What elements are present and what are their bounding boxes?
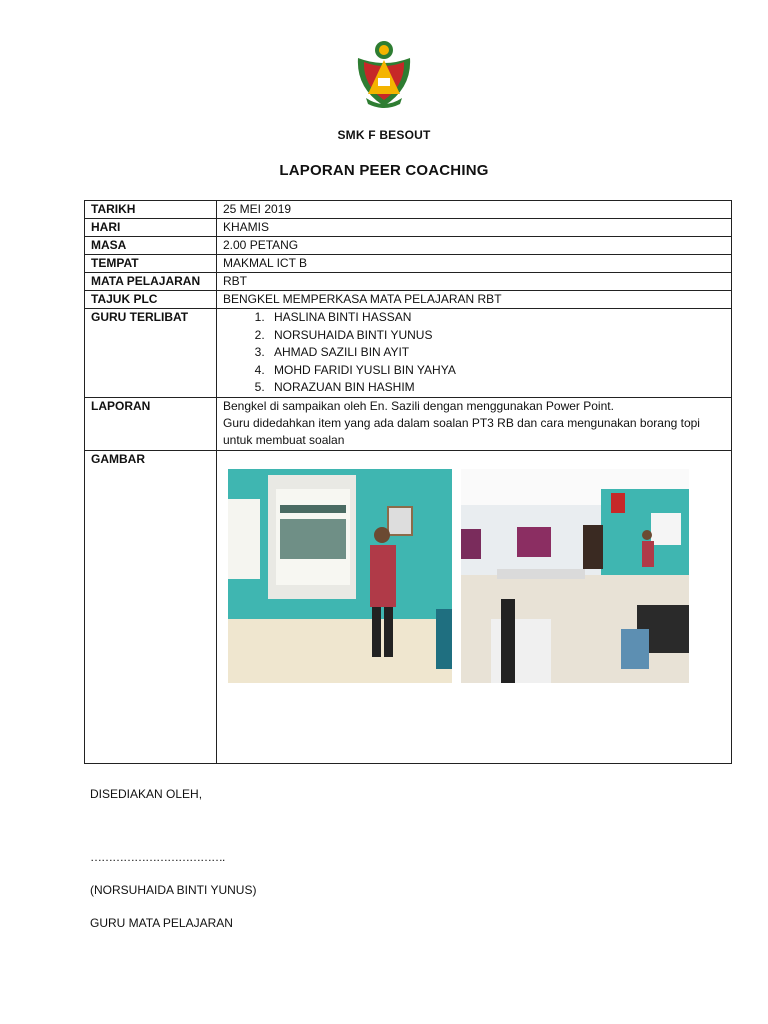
- value-tajuk-plc: BENGKEL MEMPERKASA MATA PELAJARAN RBT: [217, 291, 732, 309]
- workshop-photo-lab: [461, 469, 689, 683]
- table-row-masa: [85, 237, 732, 255]
- label-tempat: TEMPAT: [85, 255, 217, 273]
- label-gambar: GAMBAR: [85, 450, 217, 763]
- teacher-list: [223, 309, 725, 397]
- preparer-position: GURU MATA PELAJARAN: [90, 916, 233, 930]
- list-item: 5. NORAZUAN BIN HASHIM: [268, 379, 725, 397]
- value-hari: KHAMIS: [217, 219, 732, 237]
- label-laporan: LAPORAN: [85, 397, 217, 450]
- list-item: 1. HASLINA BINTI HASSAN: [268, 309, 725, 327]
- report-title: LAPORAN PEER COACHING: [279, 162, 489, 179]
- laporan-line-2: Guru didedahkan item yang ada dalam soalan PT3 RB dan cara mengunakan borang topi untuk membuat soalan: [223, 415, 700, 447]
- table-row-guru-terlibat: [85, 309, 732, 398]
- value-laporan: [217, 397, 732, 450]
- table-row-tarikh: [85, 201, 732, 219]
- value-mata-pelajaran: RBT: [217, 273, 732, 291]
- photo-area: [223, 451, 725, 761]
- value-tempat: MAKMAL ICT B: [217, 255, 732, 273]
- list-item: 4. MOHD FARIDI YUSLI BIN YAHYA: [268, 362, 725, 380]
- label-tarikh: TARIKH: [85, 201, 217, 219]
- list-item: 2. NORSUHAIDA BINTI YUNUS: [268, 327, 725, 345]
- preparer-name: (NORSUHAIDA BINTI YUNUS): [90, 883, 257, 897]
- signature-line: ……………………………….: [90, 850, 225, 864]
- label-mata-pelajaran: MATA PELAJARAN: [85, 273, 217, 291]
- label-masa: MASA: [85, 237, 217, 255]
- laporan-line-1: Bengkel di sampaikan oleh En. Sazili dengan menggunakan Power Point.: [223, 398, 614, 413]
- table-row-gambar: [85, 450, 732, 763]
- value-masa: 2.00 PETANG: [217, 237, 732, 255]
- value-gambar: [217, 450, 732, 763]
- value-tarikh: 25 MEI 2019: [217, 201, 732, 219]
- school-name: SMK F BESOUT: [337, 128, 431, 142]
- workshop-photo-presenter: [228, 469, 452, 683]
- list-item: 3. AHMAD SAZILI BIN AYIT: [268, 344, 725, 362]
- table-row-tajuk-plc: [85, 291, 732, 309]
- value-guru-terlibat: [217, 309, 732, 398]
- label-hari: HARI: [85, 219, 217, 237]
- report-table: [84, 200, 732, 764]
- table-row-hari: [85, 219, 732, 237]
- label-guru-terlibat: GURU TERLIBAT: [85, 309, 217, 398]
- table-row-mata-pelajaran: [85, 273, 732, 291]
- prepared-by-label: DISEDIAKAN OLEH,: [90, 787, 203, 801]
- table-row-tempat: [85, 255, 732, 273]
- label-tajuk-plc: TAJUK PLC: [85, 291, 217, 309]
- table-row-laporan: [85, 397, 732, 450]
- school-crest-logo: [352, 38, 416, 110]
